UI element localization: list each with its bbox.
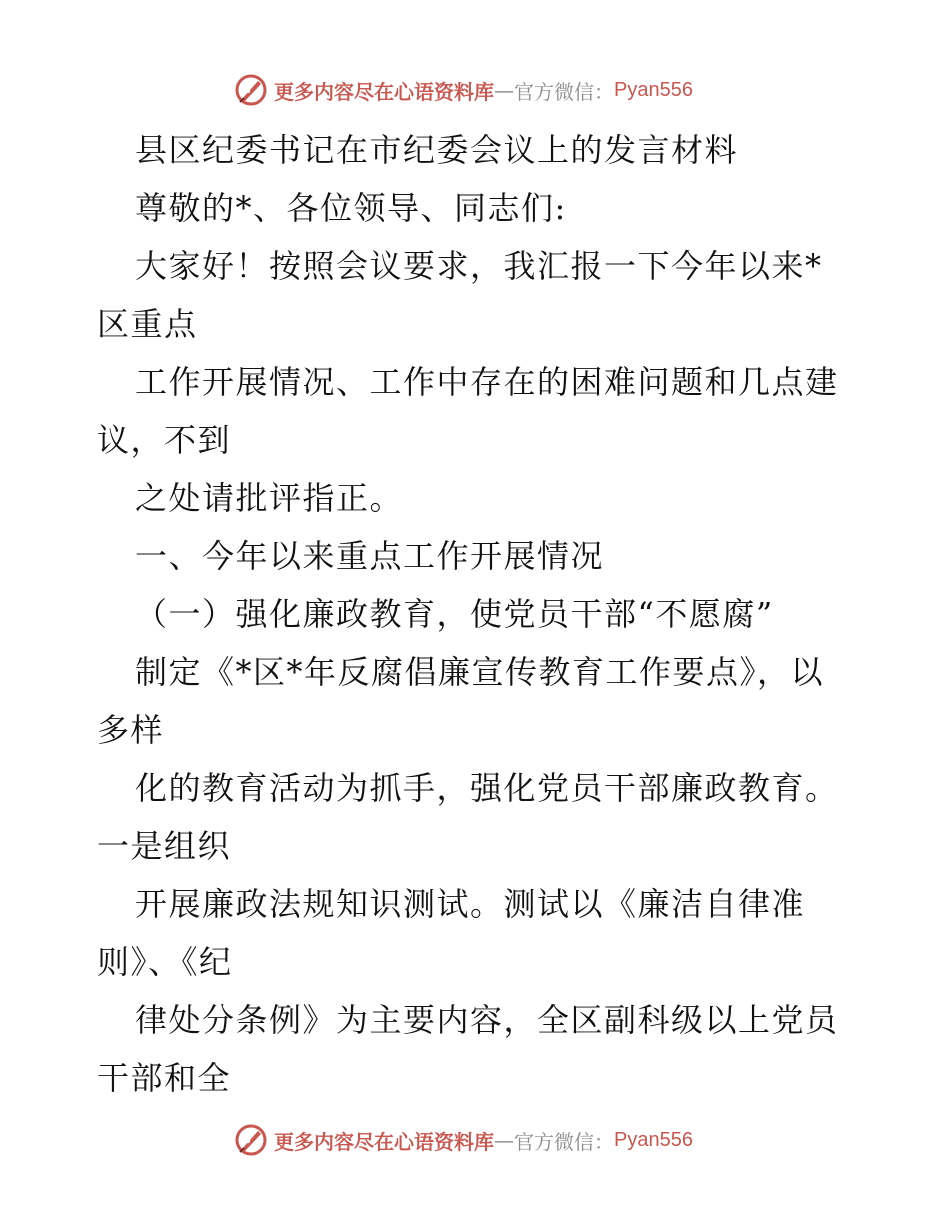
watermark-wechat-label: 官方微信：	[514, 79, 614, 104]
document-line: 律处分条例》为主要内容，全区副科级以上党员	[135, 1001, 839, 1039]
document-line: 之处请批评指正。	[135, 479, 404, 517]
document-line: 化的教育活动为抓手，强化党员干部廉政教育。	[135, 769, 839, 807]
quill-logo-icon	[234, 73, 268, 107]
document-line: 区重点	[97, 305, 198, 343]
header-watermark	[234, 70, 693, 110]
document-line: 大家好！按照会议要求，我汇报一下今年以来*	[135, 247, 823, 285]
document-line: 干部和全	[97, 1059, 232, 1097]
document-line: 制定《*区*年反腐倡廉宣传教育工作要点》，以	[135, 653, 825, 691]
watermark-wechat-label: 官方微信：	[514, 1129, 614, 1154]
document-line: 尊敬的*、各位领导、同志们:	[135, 189, 567, 227]
document-line: 县区纪委书记在市纪委会议上的发言材料	[135, 131, 739, 169]
watermark-site-name: 更多内容尽在心语资料库	[274, 1129, 494, 1154]
watermark-wechat-id: Pyan556	[614, 78, 693, 101]
document-line: 工作开展情况、工作中存在的困难问题和几点建	[135, 363, 839, 401]
document-line: （一）强化廉政教育，使党员干部“不愿腐”	[135, 595, 774, 633]
quill-logo-icon	[234, 1123, 268, 1157]
document-line: 开展廉政法规知识测试。测试以《廉洁自律准	[135, 885, 806, 923]
watermark-wechat-id: Pyan556	[614, 1128, 693, 1151]
watermark-separator: —	[494, 78, 514, 102]
document-body	[97, 121, 857, 1107]
watermark-site-name: 更多内容尽在心语资料库	[274, 79, 494, 104]
footer-watermark	[234, 1120, 693, 1160]
watermark-separator: —	[494, 1128, 514, 1152]
document-line: 议，不到	[97, 421, 232, 459]
document-line: 一是组织	[97, 827, 232, 865]
document-line: 则》、《纪	[97, 943, 233, 981]
document-line: 多样	[97, 711, 165, 749]
document-line: 一、今年以来重点工作开展情况	[135, 537, 605, 575]
